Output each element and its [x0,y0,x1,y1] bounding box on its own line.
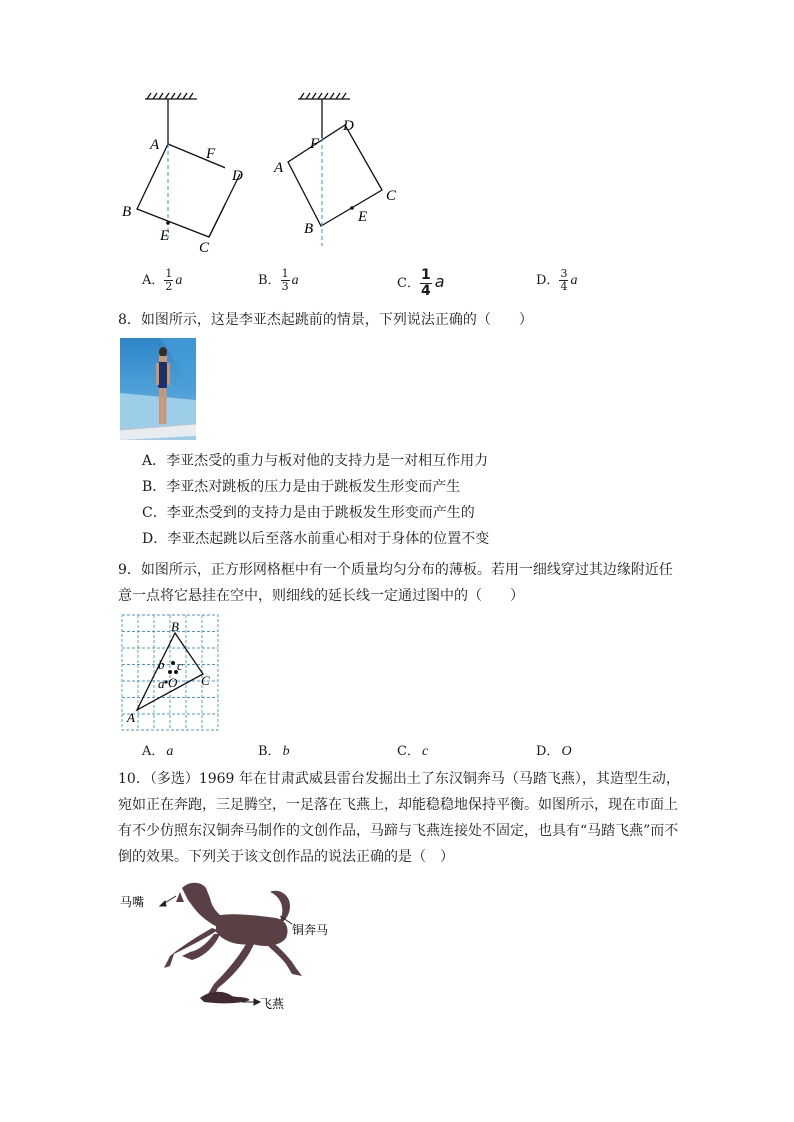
q9-grid-figure [120,612,222,734]
q10-stem-line4: 倒的效果。下列关于该文创作品的说法正确的是（ ） [118,849,454,865]
fraction: $\frac{3}{4}$ [560,267,568,293]
q7-figure-right [270,92,410,252]
fig2-label-D: D [343,118,354,134]
q9-stem-line2: 意一点将它悬挂在空中，则细线的延长线一定通过图中的（ ） [118,588,524,604]
fig2-label-F: F [310,136,320,152]
diver-photo [120,338,196,440]
option-letter: B． [258,273,281,288]
option-letter: B． [258,744,281,759]
variable: a [175,273,183,288]
q9-label-a: a [158,676,165,691]
variable: a [166,744,174,759]
fraction: $\frac{1}{4}$ [420,267,431,299]
q9-label-A: A [127,710,135,725]
fig1-label-A: A [150,137,160,153]
q8-stem: 8．如图所示，这是李亚杰起跳前的情景，下列说法正确的（ ） [118,312,533,328]
fig1-label-C: C [199,240,210,256]
variable: O [561,744,572,759]
label-bronze-horse: 铜奔马 [292,923,329,937]
label-horse-mouth: 马嘴 [120,895,145,909]
q9-label-c: c [177,658,183,673]
variable: a [570,273,578,288]
fig1-label-B: B [122,204,132,220]
q8-option-d[interactable]: D．李亚杰起跳以后至落水前重心相对于身体的位置不变 [142,531,490,547]
q9-option-b[interactable] [258,743,290,761]
q8-option-a[interactable]: A．李亚杰受的重力与板对他的支持力是一对相互作用力 [142,453,489,469]
bronze-horse-figure [120,872,350,1020]
fig1-label-F: F [206,146,216,162]
q7-figure-left-ext [190,160,250,260]
fig1-label-D: D [232,168,243,184]
variable: b [282,744,290,759]
q9-option-c[interactable] [397,743,428,761]
option-letter: C． [397,744,420,759]
option-letter: D． [536,273,560,288]
q7-option-d[interactable] [536,268,577,293]
q7-option-a[interactable] [142,268,182,293]
fraction: $\frac{1}{3}$ [281,267,289,293]
q9-option-a[interactable] [142,743,173,761]
q9-label-b: b [158,657,165,672]
fig2-label-C: C [386,188,397,204]
fraction: $\frac{1}{2}$ [165,267,173,293]
option-letter: D． [536,744,560,759]
variable: c [421,744,429,759]
q9-option-d[interactable] [536,743,572,761]
fig2-label-A: A [274,160,284,176]
q10-stem-line1: 10．（多选）1969 年在甘肃武威县雷台发掘出土了东汉铜奔马（马踏飞燕），其造型生动， [118,771,680,787]
fig1-label-E: E [160,228,170,244]
label-swallow: 飞燕 [260,997,285,1011]
option-letter: A． [142,744,165,759]
q10-stem-line2: 宛如正在奔跑，三足腾空，一足落在飞燕上，却能稳稳地保持平衡。如图所示，现在市面上 [118,797,678,813]
option-letter: C． [397,276,420,291]
q7-option-c[interactable] [397,268,445,299]
variable: a [434,272,445,291]
q9-stem-line1: 9．如图所示，正方形网格框中有一个质量均匀分布的薄板。若用一细线穿过其边缘附近任 [118,562,673,578]
q7-option-b[interactable] [258,268,299,293]
q10-stem-line3: 有不少仿照东汉铜奔马制作的文创作品，马蹄与飞燕连接处不固定，也具有“马踏飞燕”而不 [118,823,679,839]
fig2-label-E: E [358,209,368,225]
fig2-label-B: B [304,221,314,237]
q9-label-O: O [168,675,178,690]
q8-option-c[interactable]: C．李亚杰受到的支持力是由于跳板发生形变而产生的 [142,505,475,521]
option-letter: A． [142,273,165,288]
variable: a [291,273,299,288]
q9-label-C: C [201,673,210,688]
q9-label-B: B [171,619,179,634]
q8-option-b[interactable]: B．李亚杰对跳板的压力是由于跳板发生形变而产生 [142,479,461,495]
